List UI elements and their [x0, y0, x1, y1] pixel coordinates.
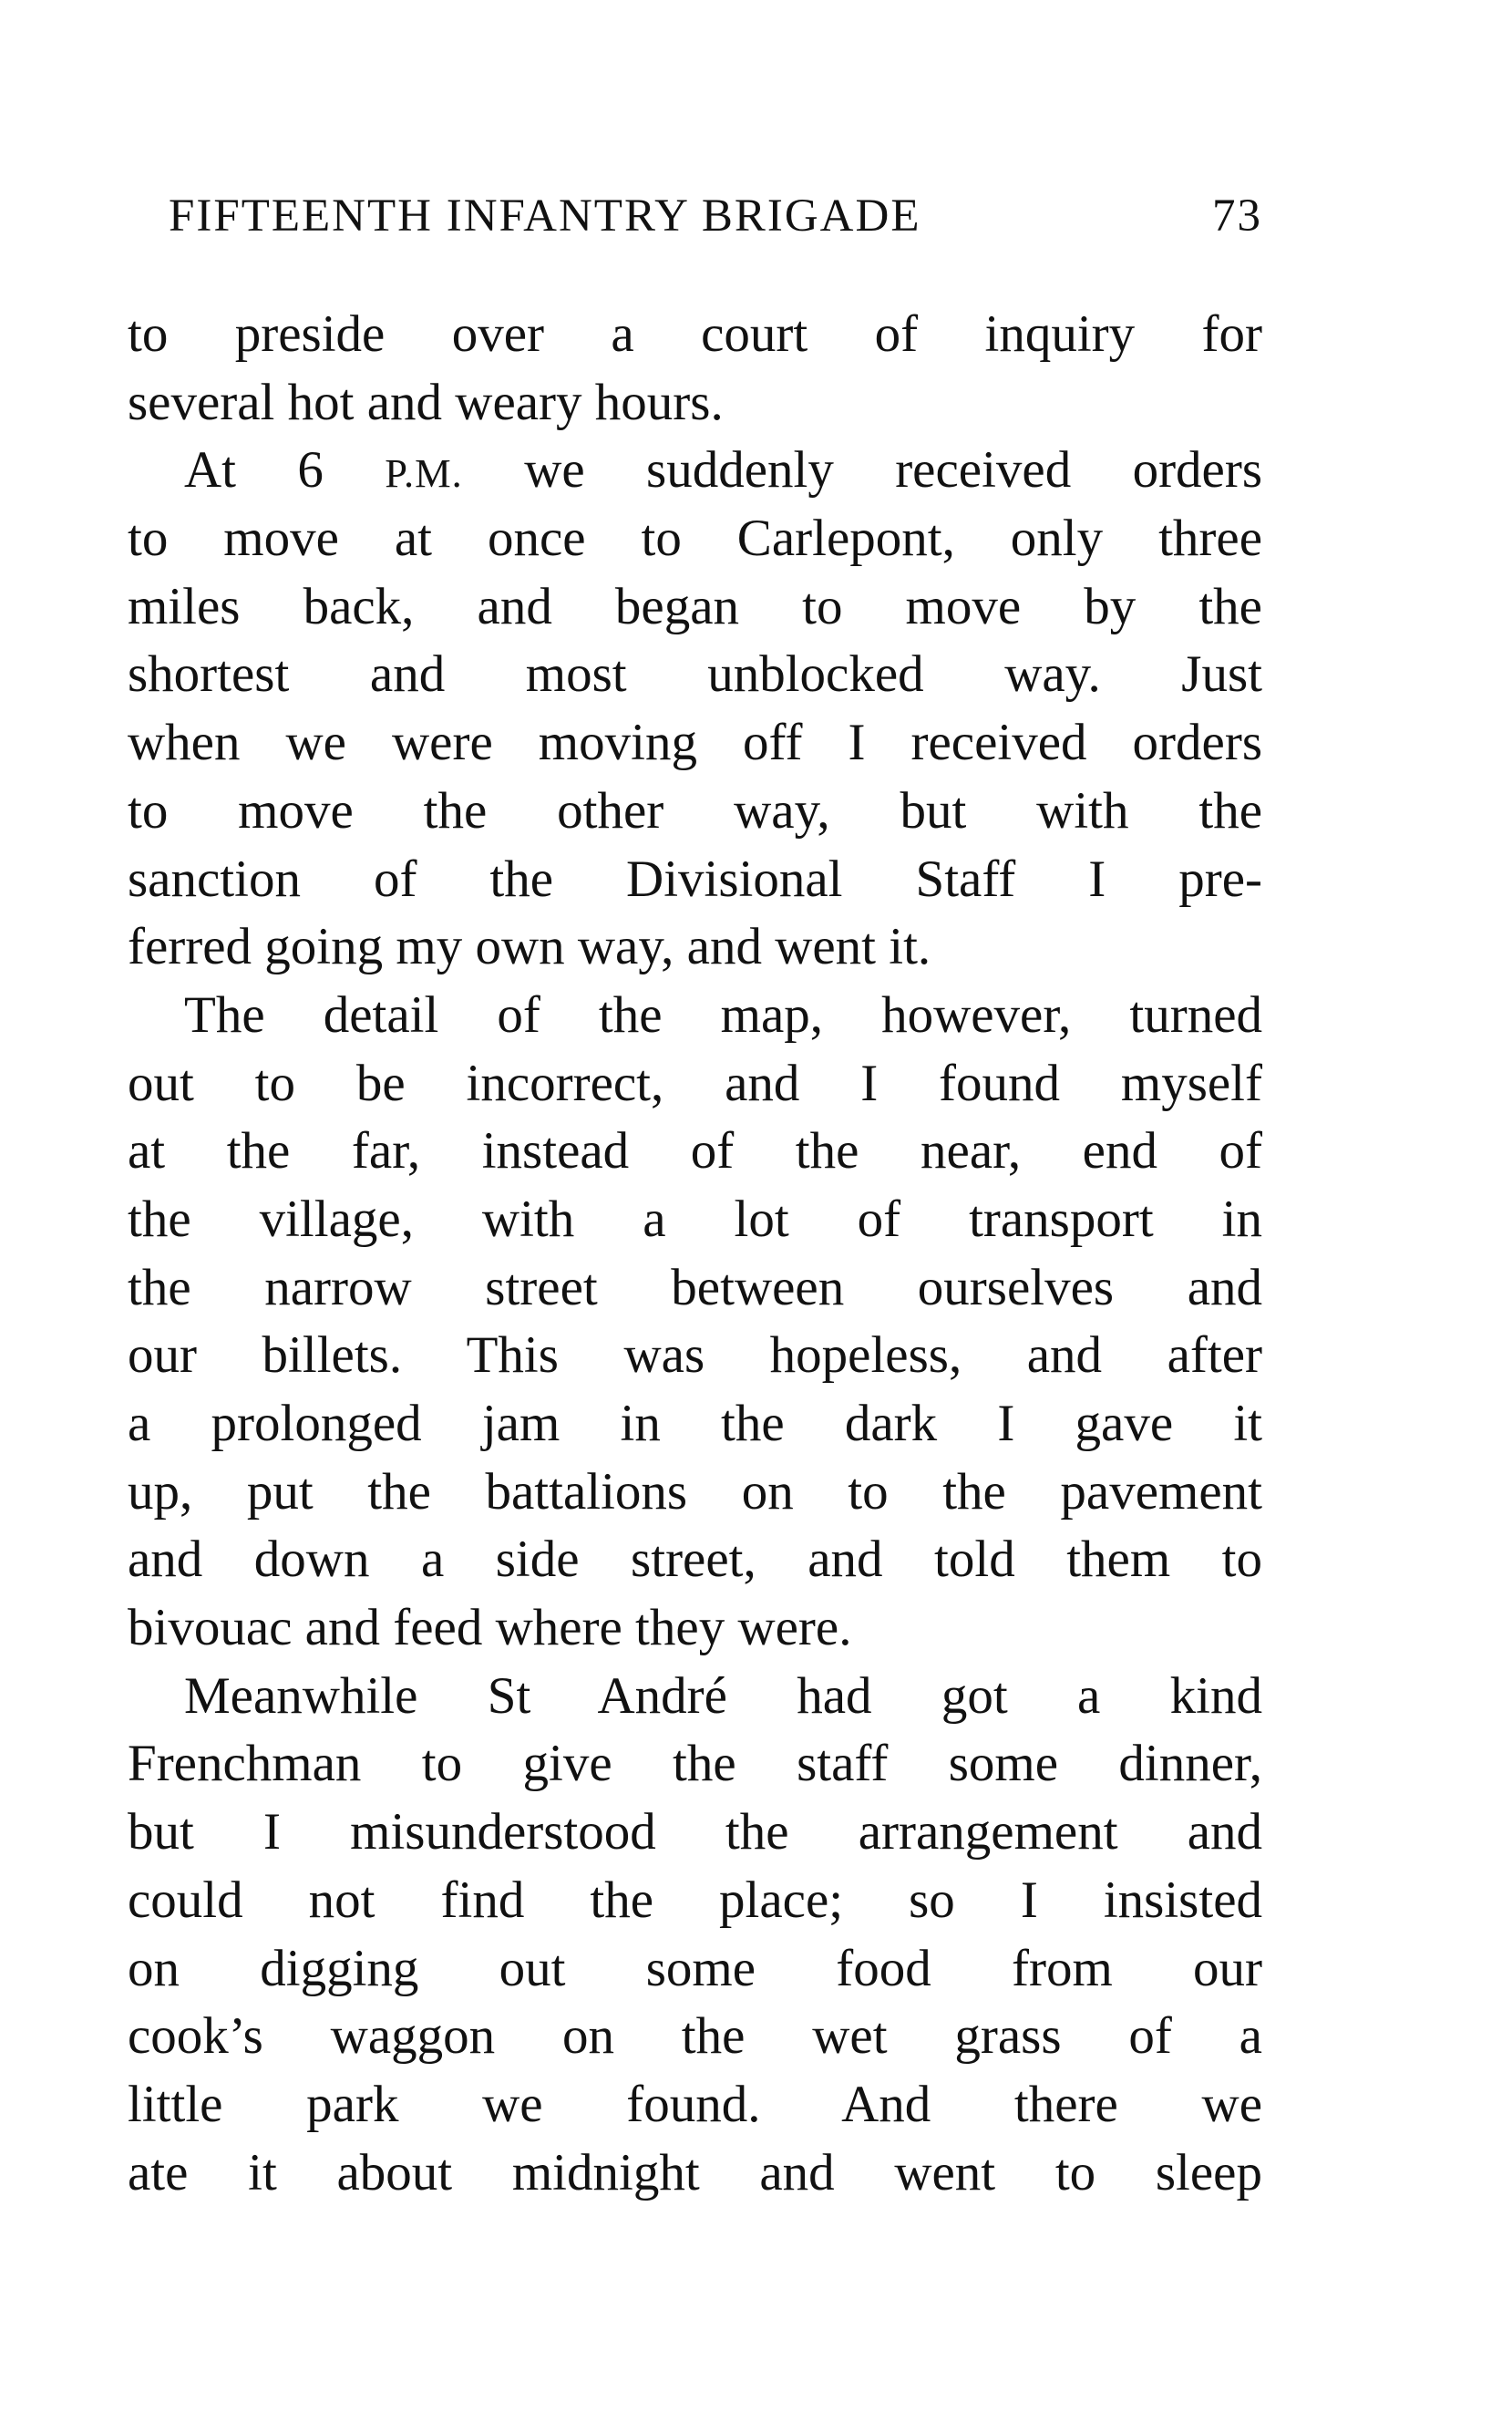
text-line: the village, with a lot of transport in [128, 1190, 1262, 1248]
text-line: to move at once to Carlepont, only three [128, 510, 1262, 568]
text-line: shortest and most unblocked way. Just [128, 645, 1262, 704]
text-line: up, put the battalions on to the pavement [128, 1462, 1262, 1521]
text-line: ate it about midnight and went to sleep [128, 2143, 1262, 2201]
text-line: sanction of the Divisional Staff I pre- [128, 850, 1262, 908]
text-line: Frenchman to give the staff some dinner, [128, 1735, 1262, 1793]
text-line: to preside over a court of inquiry for [128, 305, 1262, 363]
text-line: the narrow street between ourselves and [128, 1258, 1262, 1316]
body-text [128, 301, 1262, 2207]
text-line: our billets. This was hopeless, and after [128, 1326, 1262, 1385]
small-caps-time: P.M. [385, 450, 463, 497]
running-title: FIFTEENTH INFANTRY BRIGADE [169, 191, 921, 242]
text-span: At 6 [184, 441, 324, 500]
text-line: when we were moving off I received orders [128, 714, 1262, 772]
running-head [169, 190, 1262, 253]
text-line: several hot and weary hours. [128, 373, 724, 431]
page-number: 73 [1212, 191, 1262, 242]
text-line: could not find the place; so I insisted [128, 1871, 1262, 1929]
text-line: Meanwhile St André had got a kind [184, 1666, 1262, 1725]
text-line: bivouac and feed where they were. [128, 1599, 852, 1657]
text-line [128, 437, 1262, 505]
text-line: at the far, instead of the near, end of [128, 1122, 1262, 1180]
text-line: out to be incorrect, and I found myself [128, 1054, 1262, 1112]
text-line: The detail of the map, however, turned [184, 985, 1262, 1044]
text-line: and down a side street, and told them to [128, 1531, 1262, 1589]
text-line: little park we found. And there we [128, 2075, 1262, 2133]
text-span: we suddenly received orders [524, 441, 1263, 500]
text-line: miles back, and began to move by the [128, 577, 1262, 635]
text-line: on digging out some food from our [128, 1939, 1262, 1997]
text-line: to move the other way, but with the [128, 781, 1262, 840]
text-line: ferred going my own way, and went it. [128, 918, 931, 976]
text-line: cook’s waggon on the wet grass of a [128, 2007, 1262, 2066]
text-line: a prolonged jam in the dark I gave it [128, 1395, 1262, 1452]
text-line: but I misunderstood the arrangement and [128, 1803, 1262, 1861]
